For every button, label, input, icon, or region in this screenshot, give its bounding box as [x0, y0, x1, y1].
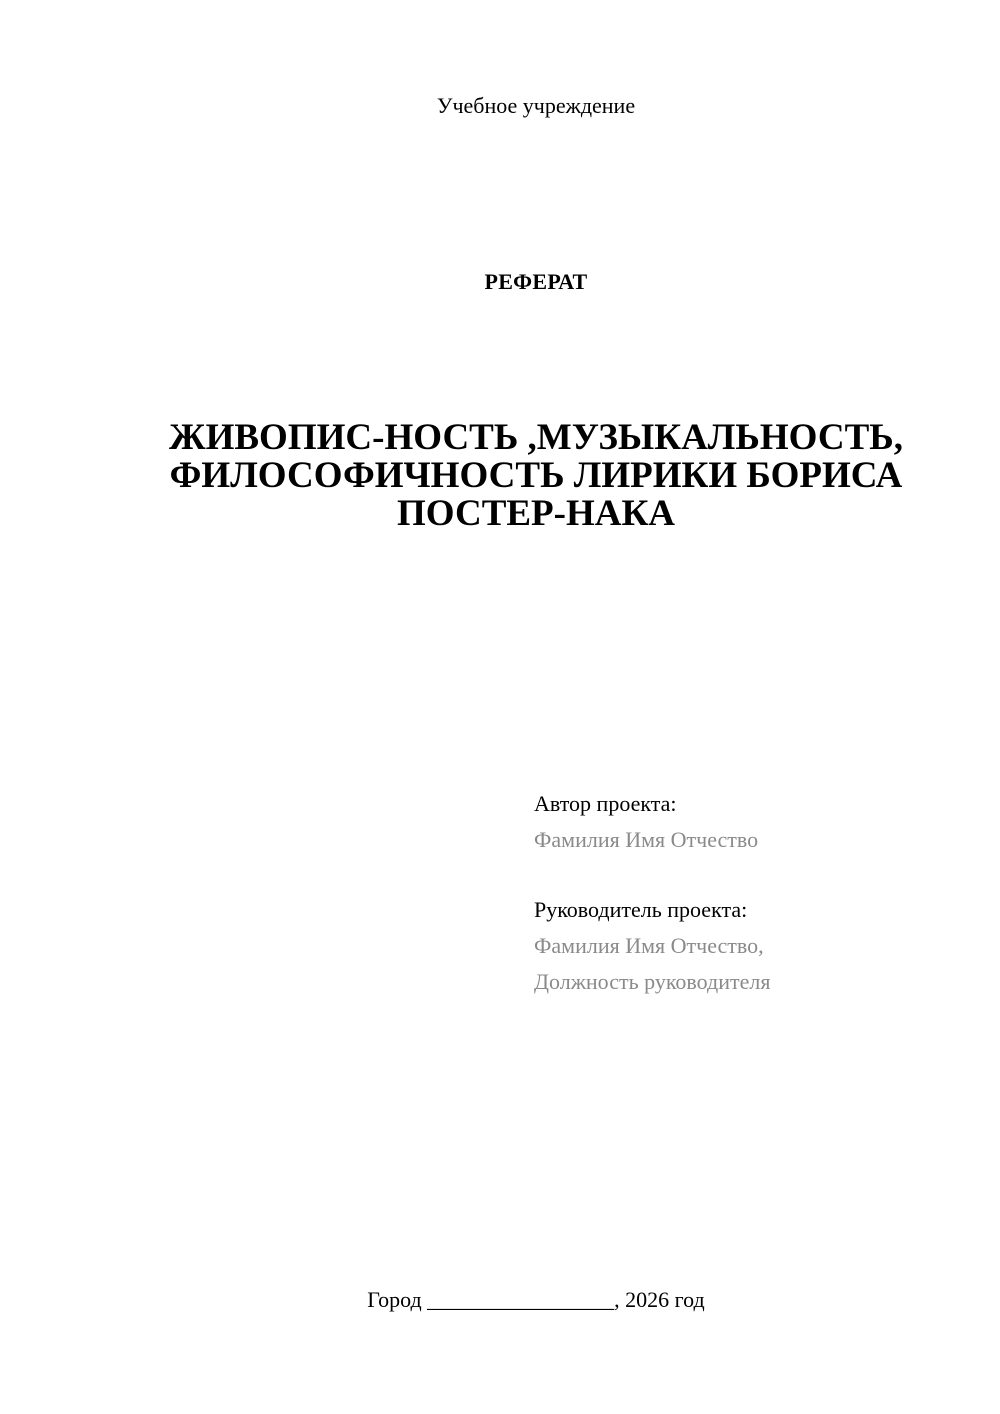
author-block — [534, 786, 974, 858]
title-line-3: ПОСТЕР-НАКА — [396, 493, 676, 534]
supervisor-name-placeholder: Фамилия Имя Отчество, — [534, 933, 764, 958]
supervisor-position-placeholder: Должность руководителя — [534, 969, 771, 994]
author-name-placeholder: Фамилия Имя Отчество — [534, 827, 759, 852]
institution-name: Учебное учреждение — [436, 93, 636, 118]
city-year-line: Город _________________, 2026 год — [367, 1287, 705, 1312]
supervisor-label: Руководитель проекта: — [534, 897, 748, 922]
document-type: РЕФЕРАТ — [484, 269, 588, 294]
title-line-1: ЖИВОПИС-НОСТЬ ,МУЗЫКАЛЬНОСТЬ, — [169, 417, 903, 458]
author-label: Автор проекта: — [534, 791, 677, 816]
document-title — [120, 419, 952, 533]
title-line-2: ФИЛОСОФИЧНОСТЬ ЛИРИКИ БОРИСА — [169, 455, 903, 496]
supervisor-block — [534, 892, 974, 1000]
